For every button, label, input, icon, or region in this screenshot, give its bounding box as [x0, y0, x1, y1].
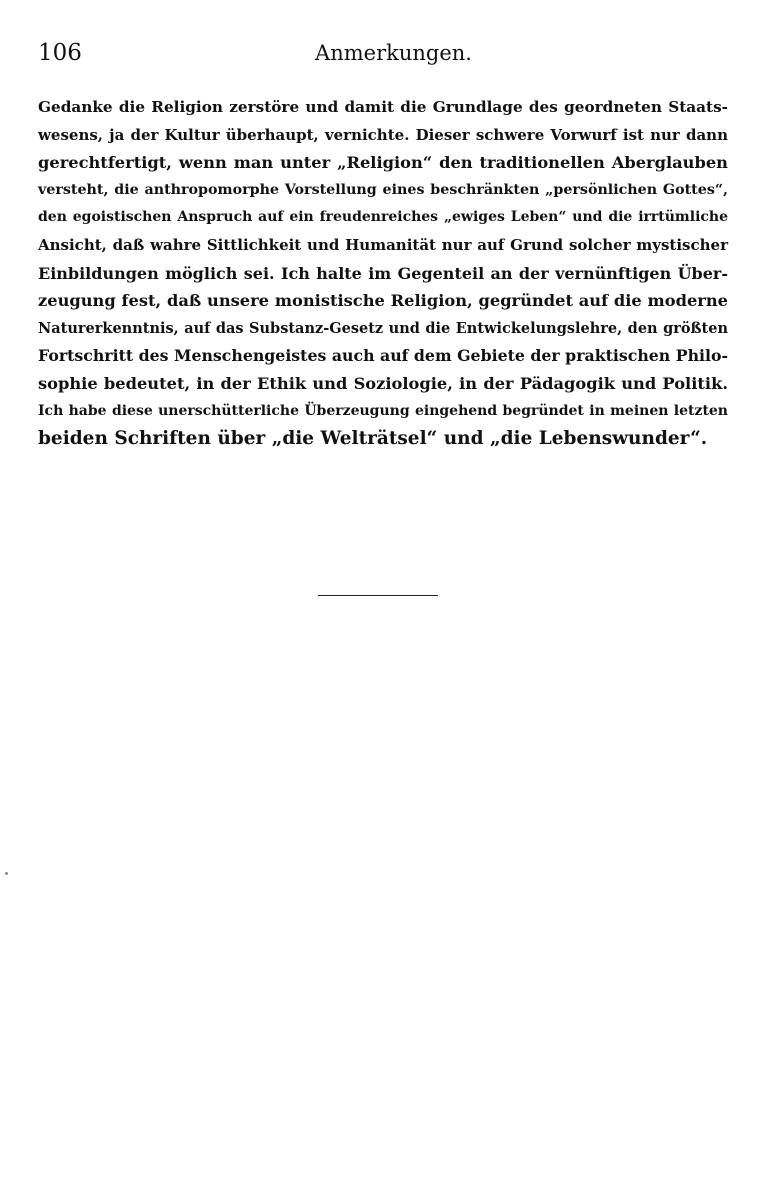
section-divider-rule	[318, 595, 438, 596]
text-line: Naturerkenntnis, auf das Substanz-Gesetz und die Entwickelungslehre, den größten	[38, 319, 728, 337]
text-line: Ansicht, daß wahre Sittlichkeit und Humanität nur auf Grund solcher mystischer	[38, 235, 728, 254]
text-line: zeugung fest, daß unsere monistische Religion, gegründet auf die moderne	[38, 291, 728, 311]
text-line: gerechtfertigt, wenn man unter „Religion“ den traditionellen Aberglauben	[38, 153, 728, 173]
text-line: Ich habe diese unerschütterliche Überzeugung eingehend begründet in meinen letzten	[38, 402, 728, 419]
text-line: Fortschritt des Menschengeistes auch auf dem Gebiete der praktischen Philo-	[38, 346, 729, 366]
text-line: beiden Schriften über „die Welträtsel“ und „die Lebenswunder“.	[38, 428, 708, 450]
text-line: den egoistischen Anspruch auf ein freudenreiches „ewiges Leben“ und die irrtümliche	[38, 209, 728, 226]
page-number: 106	[38, 40, 82, 66]
text-line: sophie bedeutet, in der Ethik und Soziologie, in der Pädagogik und Politik.	[38, 373, 728, 393]
scan-speck	[5, 872, 8, 875]
text-line: wesens, ja der Kultur überhaupt, vernichte. Dieser schwere Vorwurf ist nur dann	[38, 125, 728, 144]
body-paragraph	[38, 94, 728, 453]
running-head: Anmerkungen.	[315, 41, 472, 65]
text-line: versteht, die anthropomorphe Vorstellung eines beschränkten „persönlichen Gottes“,	[38, 181, 728, 198]
text-line: Einbildungen möglich sei. Ich halte im Gegenteil an der vernünftigen Über-	[38, 263, 728, 283]
text-line: Gedanke die Religion zerstöre und damit die Grundlage des geordneten Staats-	[38, 98, 728, 116]
